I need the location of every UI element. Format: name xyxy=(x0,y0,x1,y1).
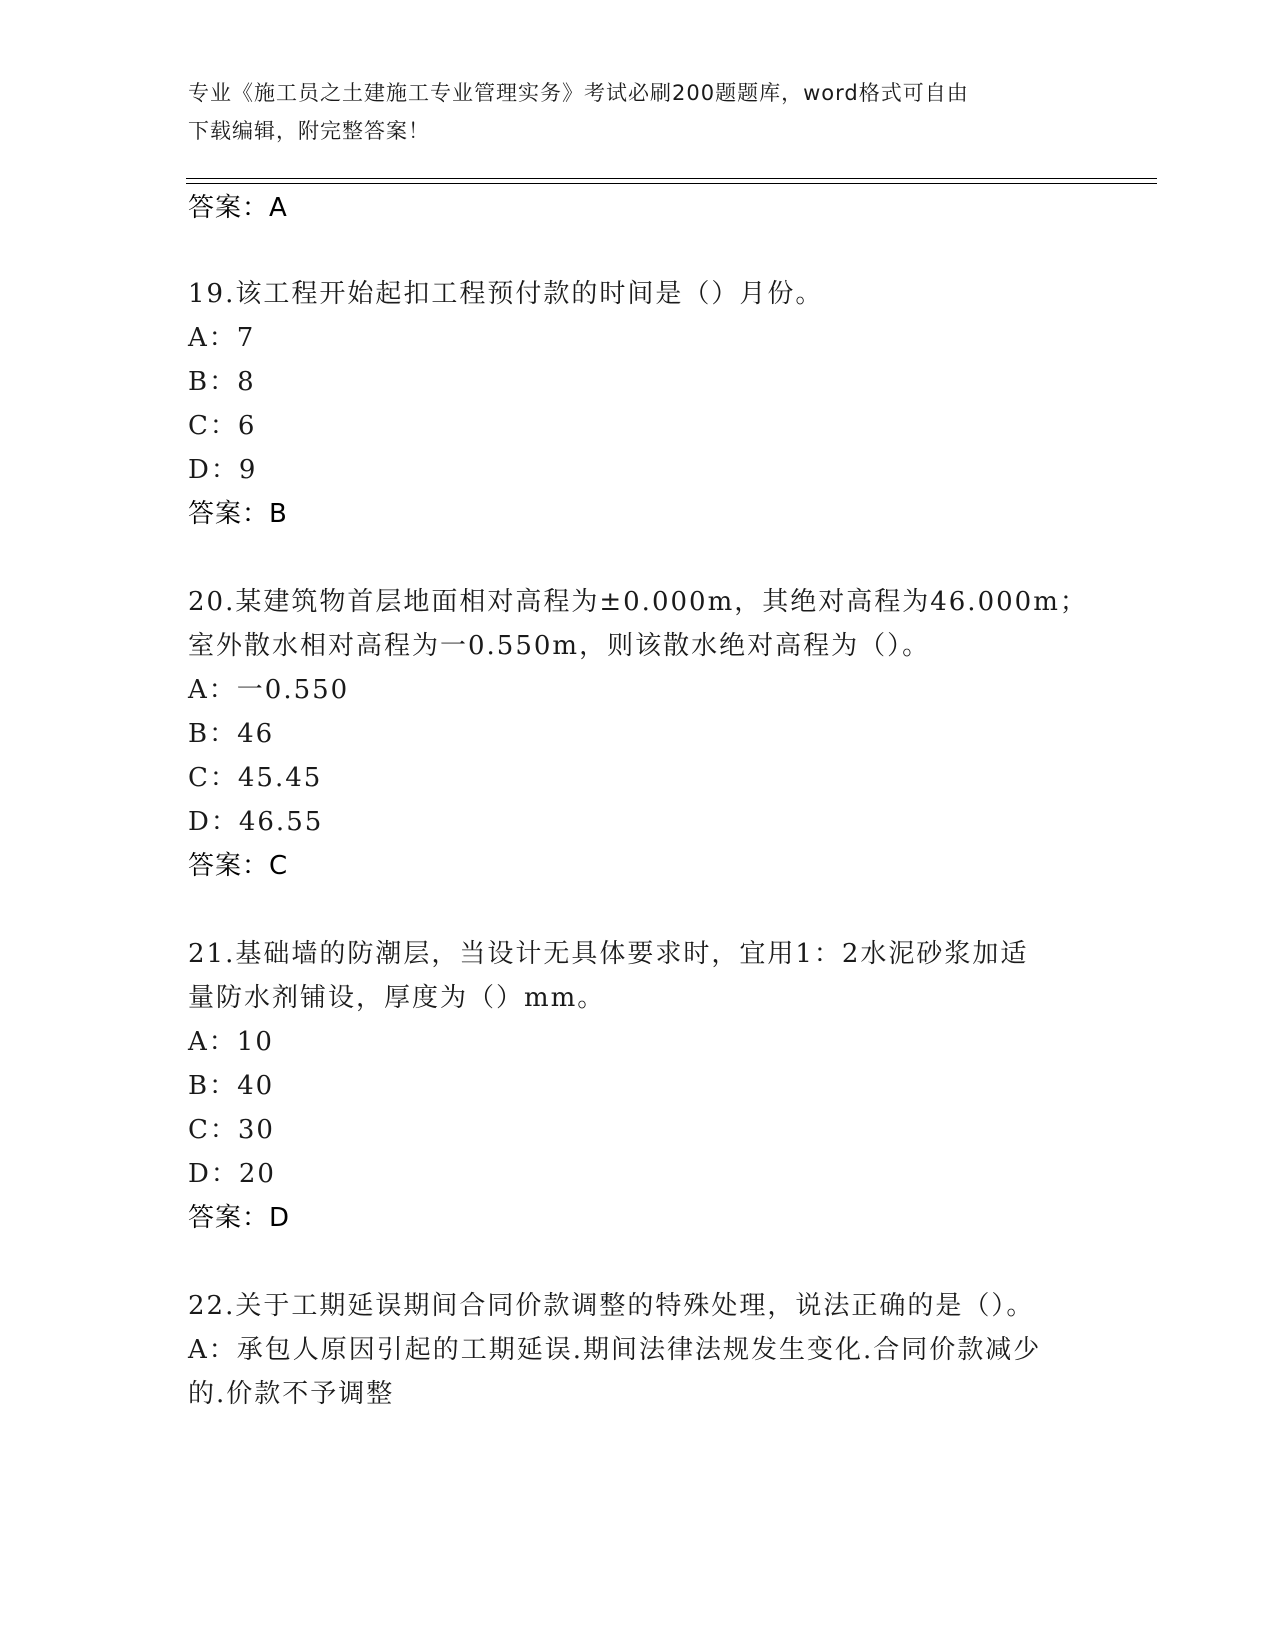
question-19-option-c: C：6 xyxy=(188,411,257,441)
question-19-answer: 答案：B xyxy=(188,499,288,529)
document-header xyxy=(188,74,1088,150)
question-20-option-c: C：45.45 xyxy=(188,763,323,793)
question-20-answer: 答案：C xyxy=(188,851,289,881)
header-line-1: 专业《施工员之土建施工专业管理实务》考试必刷200题题库，word格式可自由 xyxy=(188,81,969,105)
question-19-option-b: B：8 xyxy=(188,367,256,397)
question-20-stem-line-2: 室外散水相对高程为一0.550m，则该散水绝对高程为（）。 xyxy=(188,631,931,661)
question-21-stem-line-2: 量防水剂铺设，厚度为（）mm。 xyxy=(188,983,606,1013)
question-19-option-d: D：9 xyxy=(188,455,258,485)
header-rule-top xyxy=(186,178,1157,179)
question-20-option-a: A：一0.550 xyxy=(188,675,350,705)
question-21-option-c: C：30 xyxy=(188,1115,275,1145)
question-22-option-a-line-1: A：承包人原因引起的工期延误.期间法律法规发生变化.合同价款减少 xyxy=(188,1335,1042,1365)
question-20-option-b: B：46 xyxy=(188,719,275,749)
question-20-stem-line-1: 20.某建筑物首层地面相对高程为±0.000m，其绝对高程为46.000m； xyxy=(188,587,1088,617)
question-21-option-d: D：20 xyxy=(188,1159,276,1189)
question-21-answer: 答案：D xyxy=(188,1203,291,1233)
header-line-2: 下载编辑，附完整答案！ xyxy=(188,119,430,143)
answer-18: 答案：A xyxy=(188,193,288,223)
header-rule-bottom xyxy=(186,183,1157,184)
question-22-stem: 22.关于工期延误期间合同价款调整的特殊处理，说法正确的是（）。 xyxy=(188,1291,1035,1321)
question-19-option-a: A：7 xyxy=(188,323,256,353)
question-20-option-d: D：46.55 xyxy=(188,807,324,837)
question-21-option-b: B：40 xyxy=(188,1071,275,1101)
question-19-stem: 19.该工程开始起扣工程预付款的时间是（）月份。 xyxy=(188,279,824,309)
question-21-stem-line-1: 21.基础墙的防潮层，当设计无具体要求时，宜用1：2水泥砂浆加适 xyxy=(188,939,1029,969)
question-21-option-a: A：10 xyxy=(188,1027,274,1057)
question-22-option-a-line-2: 的.价款不予调整 xyxy=(188,1379,395,1409)
